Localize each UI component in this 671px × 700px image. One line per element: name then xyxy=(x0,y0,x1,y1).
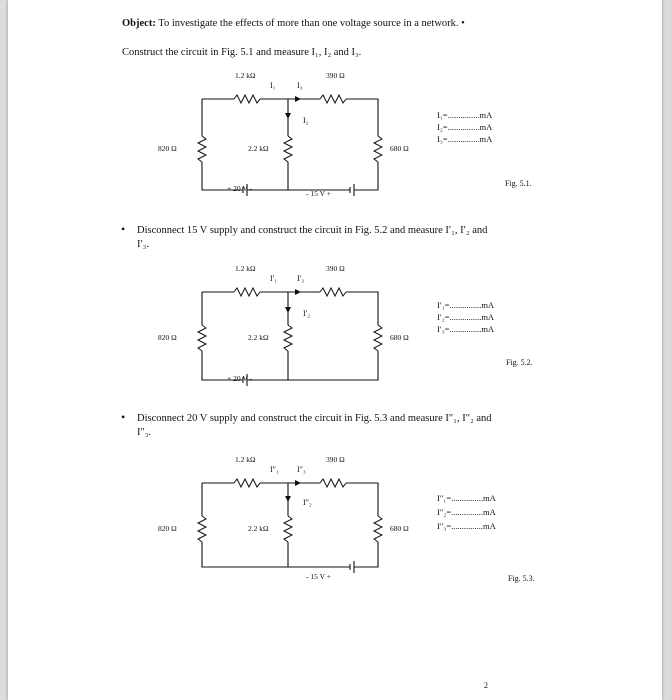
measurement-i1: I″₁=...............mA xyxy=(437,493,496,503)
step-text-line2: I′₃. xyxy=(137,239,150,250)
step-bullet: • xyxy=(121,410,126,424)
figure-caption: Fig. 5.3. xyxy=(508,574,535,583)
label-i2: I′₂ xyxy=(303,309,311,318)
label-r5: 680 Ω xyxy=(390,524,409,533)
document-page xyxy=(8,0,662,700)
label-r1: 1.2 kΩ xyxy=(235,455,256,464)
resistor-2k2 xyxy=(284,516,292,542)
objective-text: To investigate the effects of more than one voltage source in a network. xyxy=(155,18,459,29)
label-r5: 680 Ω xyxy=(390,144,409,153)
label-source-15v: - 15 V + xyxy=(306,572,331,581)
step-text-line1: Disconnect 15 V supply and construct the circuit in Fig. 5.2 and measure I′₁, I′₂ and xyxy=(137,225,488,236)
wire xyxy=(202,542,350,567)
label-i1: I₁ xyxy=(270,81,276,90)
label-source-15v: - 15 V + xyxy=(306,189,331,198)
objective-label: Object: xyxy=(122,18,156,29)
label-r3: 820 Ω xyxy=(158,333,177,342)
label-r2: 390 Ω xyxy=(326,455,345,464)
wire xyxy=(346,483,378,516)
measurement-i3: I₃=...............mA xyxy=(437,134,493,144)
step-text-line1: Disconnect 20 V supply and construct the circuit in Fig. 5.3 and measure I″₁, I″₂ and xyxy=(137,413,492,424)
measurement-i3: I″₃=...............mA xyxy=(437,521,496,531)
label-r4: 2.2 kΩ xyxy=(248,333,269,342)
step-bullet: • xyxy=(121,222,126,236)
resistor-390 xyxy=(320,479,346,487)
resistor-820 xyxy=(198,516,206,542)
construct-instruction: Construct the circuit in Fig. 5.1 and measure I₁, I₂ and I₃. xyxy=(122,47,362,58)
arrow-head xyxy=(285,496,291,502)
measurement-i2: I₂=...............mA xyxy=(437,122,493,132)
step-text-line2: I″₃. xyxy=(137,427,152,438)
figure-caption: Fig. 5.2. xyxy=(506,358,533,367)
label-i1: I″₁ xyxy=(270,465,279,474)
figure-caption: Fig. 5.1. xyxy=(505,179,532,188)
label-source-20v: + 20 V - xyxy=(227,184,252,193)
label-r1: 1.2 kΩ xyxy=(235,71,256,80)
label-i2: I₂ xyxy=(303,116,309,125)
wire xyxy=(354,542,378,567)
resistor-1k2 xyxy=(234,479,260,487)
measurement-i1: I′₁=...............mA xyxy=(437,300,495,310)
label-source-20v: + 20 V - xyxy=(227,374,252,383)
page-number: 2 xyxy=(484,681,488,690)
resistor-680 xyxy=(374,516,382,542)
label-i3: I″₃ xyxy=(297,465,306,474)
label-r4: 2.2 kΩ xyxy=(248,524,269,533)
label-r5: 680 Ω xyxy=(390,333,409,342)
label-i3: I′₃ xyxy=(297,274,305,283)
measurement-i3: I′₃=...............mA xyxy=(437,324,495,334)
label-r2: 390 Ω xyxy=(326,71,345,80)
label-r4: 2.2 kΩ xyxy=(248,144,269,153)
label-r3: 820 Ω xyxy=(158,144,177,153)
measurement-i2: I′₂=...............mA xyxy=(437,312,495,322)
arrow-head xyxy=(295,480,301,486)
label-r1: 1.2 kΩ xyxy=(235,264,256,273)
label-i2: I″₂ xyxy=(303,498,312,507)
battery-15v xyxy=(350,561,354,573)
label-r2: 390 Ω xyxy=(326,264,345,273)
objective-bullet: • xyxy=(461,18,465,29)
measurement-i2: I″₂=...............mA xyxy=(437,507,496,517)
label-i1: I′₁ xyxy=(270,274,278,283)
label-i3: I₃ xyxy=(297,81,303,90)
label-r3: 820 Ω xyxy=(158,524,177,533)
measurement-i1: I₁=...............mA xyxy=(437,110,493,120)
circuit-diagram-fig-5-3 xyxy=(8,0,662,700)
